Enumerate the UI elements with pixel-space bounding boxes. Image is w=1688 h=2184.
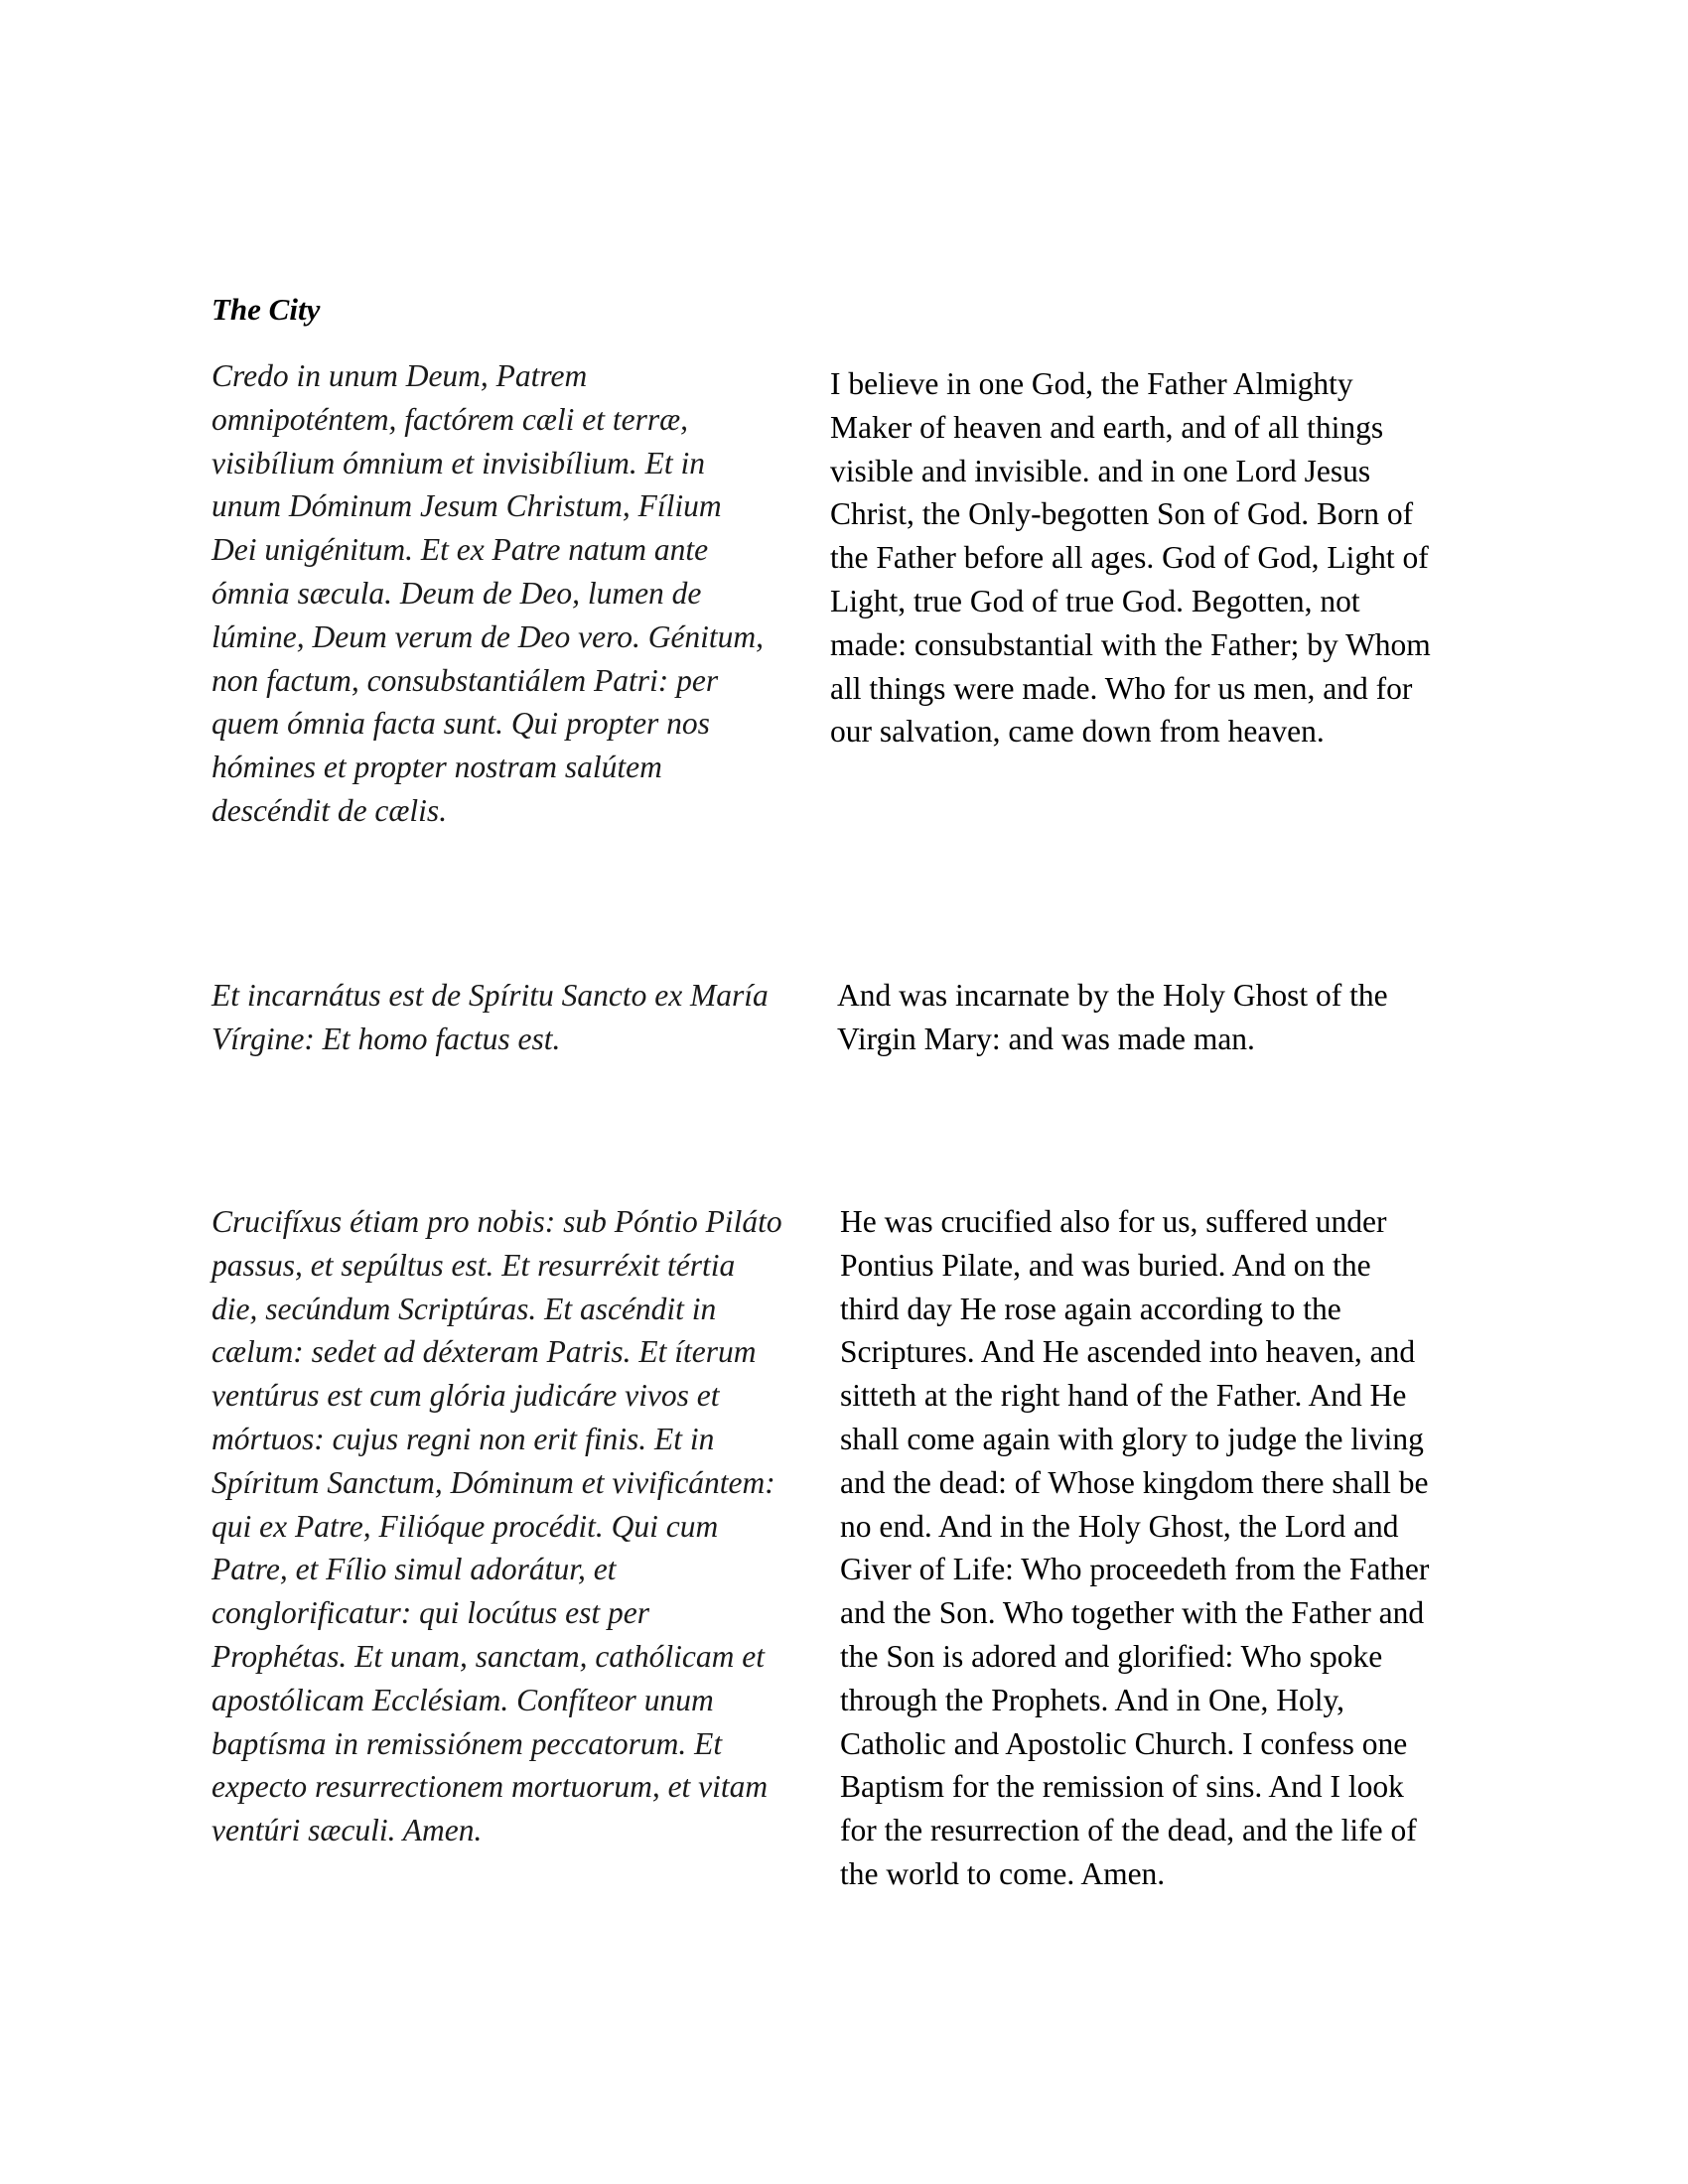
latin-line: Prophétas. Et unam, sanctam, cathólicam et bbox=[211, 1638, 766, 1674]
english-column-incarnatus bbox=[837, 974, 1482, 1061]
latin-line: ventúrus est cum glória judicáre vivos et bbox=[211, 1378, 720, 1414]
english-line: Scriptures. And He ascended into heaven, and bbox=[840, 1334, 1416, 1370]
latin-line: omnipoténtem, factórem cæli et terræ, bbox=[211, 401, 689, 437]
latin-line: non factum, consubstantiálem Patri: per bbox=[211, 662, 719, 698]
latin-line: apostólicam Ecclésiam. Confíteor unum bbox=[211, 1682, 714, 1717]
latin-line: ventúri sæculi. Amen. bbox=[211, 1813, 483, 1848]
latin-line: baptísma in remissiónem peccatorum. Et bbox=[211, 1725, 723, 1761]
latin-line: unum Dóminum Jesum Christum, Fílium bbox=[211, 488, 722, 524]
english-line: and the dead: of Whose kingdom there shall be bbox=[840, 1464, 1429, 1500]
english-line: Baptism for the remission of sins. And I look bbox=[840, 1769, 1404, 1805]
latin-line: cælum: sedet ad déxteram Patris. Et íterum bbox=[211, 1334, 757, 1370]
english-line: through the Prophets. And in One, Holy, bbox=[840, 1682, 1345, 1717]
latin-line: hómines et propter nostram salútem bbox=[211, 750, 662, 785]
latin-line: Dei unigénitum. Et ex Patre natum ante bbox=[211, 532, 709, 568]
english-line: Light, true God of true God. Begotten, not bbox=[830, 583, 1360, 618]
english-line: Pontius Pilate, and was buried. And on the bbox=[840, 1247, 1371, 1283]
english-line: all things were made. Who for us men, and for bbox=[830, 670, 1413, 706]
latin-line: Spíritum Sanctum, Dóminum et vivificántem: bbox=[211, 1464, 775, 1500]
english-line: I believe in one God, the Father Almighty bbox=[830, 366, 1353, 401]
latin-line: Et incarnátus est de Spíritu Sancto ex María bbox=[211, 978, 769, 1013]
english-line: visible and invisible. and in one Lord Jesus bbox=[830, 453, 1371, 488]
english-line: Catholic and Apostolic Church. I confess one bbox=[840, 1725, 1408, 1761]
latin-line: visibílium ómnium et invisibílium. Et in bbox=[211, 445, 705, 480]
latin-line: qui ex Patre, Filióque procédit. Qui cum bbox=[211, 1508, 719, 1544]
english-line: third day He rose again according to the bbox=[840, 1291, 1341, 1326]
latin-line: Credo in unum Deum, Patrem bbox=[211, 358, 588, 393]
latin-line: lúmine, Deum verum de Deo vero. Génitum, bbox=[211, 618, 765, 654]
latin-line: conglorificatur: qui locútus est per bbox=[211, 1595, 649, 1631]
latin-line: passus, et sepúltus est. Et resurréxit tértia bbox=[211, 1247, 736, 1283]
english-line: And was incarnate by the Holy Ghost of the bbox=[837, 978, 1388, 1013]
english-column-crucifixus bbox=[840, 1200, 1485, 1896]
latin-line: Crucifíxus étiam pro nobis: sub Póntio Piláto bbox=[211, 1204, 782, 1239]
latin-column-credo bbox=[211, 354, 817, 833]
english-line: Maker of heaven and earth, and of all things bbox=[830, 409, 1384, 445]
latin-line: quem ómnia facta sunt. Qui propter nos bbox=[211, 706, 710, 742]
english-column-credo bbox=[830, 362, 1476, 753]
english-line: Giver of Life: Who proceedeth from the Father bbox=[840, 1552, 1430, 1587]
page-title: The City bbox=[211, 292, 321, 327]
latin-column-crucifixus bbox=[211, 1200, 817, 1852]
english-line: our salvation, came down from heaven. bbox=[830, 714, 1325, 750]
latin-column-incarnatus bbox=[211, 974, 817, 1061]
latin-line: Vírgine: Et homo factus est. bbox=[211, 1021, 561, 1056]
latin-line: die, secúndum Scriptúras. Et ascéndit in bbox=[211, 1291, 717, 1326]
english-line: for the resurrection of the dead, and the life of bbox=[840, 1813, 1417, 1848]
english-line: sitteth at the right hand of the Father. And He bbox=[840, 1378, 1407, 1414]
english-line: He was crucified also for us, suffered under bbox=[840, 1204, 1387, 1239]
latin-line: expecto resurrectionem mortuorum, et vitam bbox=[211, 1769, 769, 1805]
english-line: the world to come. Amen. bbox=[840, 1855, 1166, 1891]
english-line: and the Son. Who together with the Father and bbox=[840, 1595, 1425, 1631]
english-line: the Father before all ages. God of God, Light of bbox=[830, 540, 1429, 576]
latin-line: mórtuos: cujus regni non erit finis. Et in bbox=[211, 1421, 715, 1456]
english-line: shall come again with glory to judge the living bbox=[840, 1421, 1424, 1456]
latin-line: descéndit de cælis. bbox=[211, 792, 448, 828]
latin-line: Patre, et Fílio simul adorátur, et bbox=[211, 1552, 617, 1587]
latin-line: ómnia sæcula. Deum de Deo, lumen de bbox=[211, 575, 702, 611]
english-line: Virgin Mary: and was made man. bbox=[837, 1021, 1255, 1056]
english-line: Christ, the Only-begotten Son of God. Born of bbox=[830, 496, 1414, 532]
english-line: no end. And in the Holy Ghost, the Lord and bbox=[840, 1508, 1399, 1544]
english-line: the Son is adored and glorified: Who spoke bbox=[840, 1638, 1383, 1674]
english-line: made: consubstantial with the Father; by Whom bbox=[830, 626, 1431, 662]
